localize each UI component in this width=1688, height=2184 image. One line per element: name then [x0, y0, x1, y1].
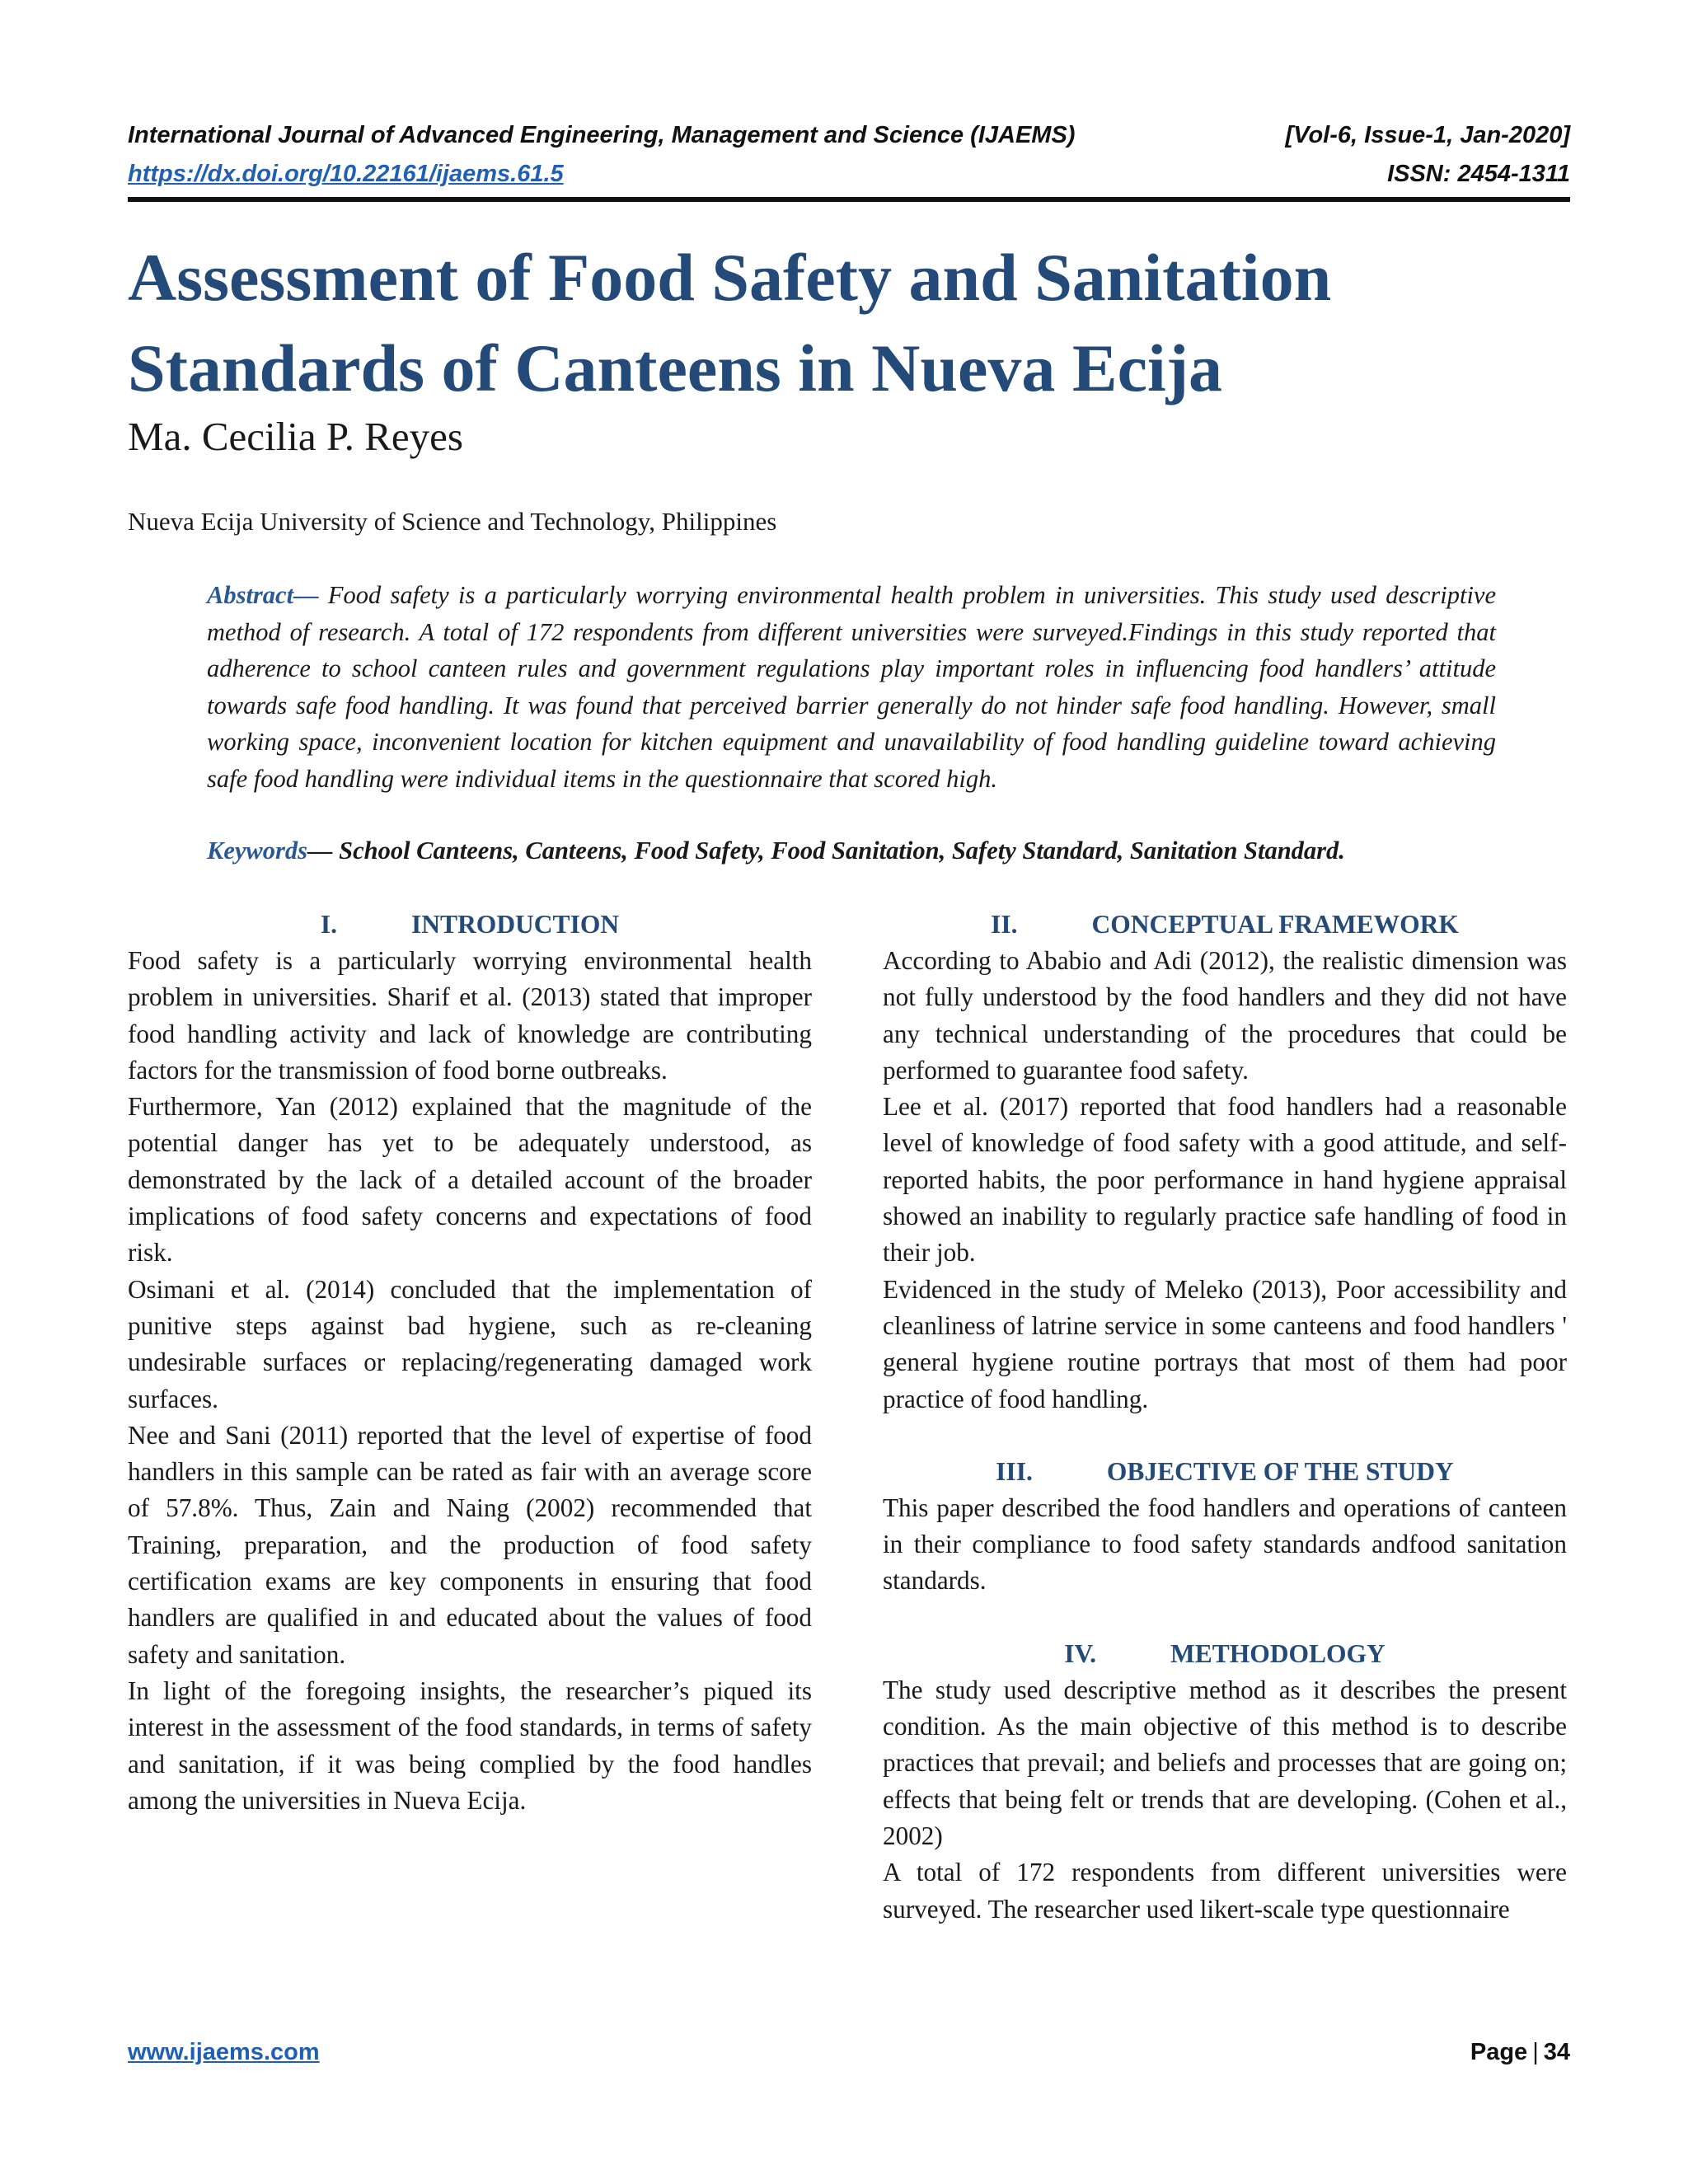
journal-header [128, 120, 1570, 150]
intro-paragraph: Nee and Sani (2011) reported that the level of expertise of food handlers in this sample can be rated as fair with an average score of 57.8%. Thus, Zain and Naing (2002) recommended that Training, preparation, and the production of food safety certification exams are key components in ensuring that food handlers are qualified in and educated about the values of food safety and sanitation. [128, 1420, 812, 1669]
section-spacer [883, 1600, 1567, 1636]
doi-issn-row [128, 159, 1570, 189]
paper-title [128, 232, 1570, 414]
page-separator: | [1532, 2039, 1539, 2065]
page-label: Page [1470, 2039, 1528, 2065]
intro-paragraph: Osimani et al. (2014) concluded that the implementation of punitive steps against bad hygiene, such as re-cleaning undesirable surfaces or replacing/regenerating damaged work surfaces. [128, 1274, 812, 1413]
issn: ISSN: 2454-1311 [1387, 161, 1570, 187]
objective-paragraph: This paper described the food handlers and operations of canteen in their compliance to food safety standards andfood sanitation standards. [883, 1493, 1567, 1596]
methodology-paragraph: A total of 172 respondents from different universities were surveyed. The researcher used likert-scale type questionnaire [883, 1858, 1567, 1924]
left-column [128, 907, 812, 1819]
section-heading-objective: III. OBJECTIVE OF THE STUDY [996, 1456, 1454, 1486]
website-link[interactable]: www.ijaems.com [128, 2039, 320, 2065]
abstract-label: Abstract— [207, 581, 319, 609]
intro-paragraph: Food safety is a particularly worrying environmental health problem in universities. Sharif et al. (2013) stated that improper food handling activity and lack of knowledge are contributing factors for the transmission of food borne outbreaks. [128, 946, 812, 1085]
section-spacer [883, 1418, 1567, 1454]
page-number-block [1470, 2037, 1570, 2067]
header-rule [128, 197, 1570, 202]
keywords-label: Keywords [207, 837, 307, 865]
page-number: 34 [1543, 2039, 1570, 2065]
author-name: Ma. Cecilia P. Reyes [128, 414, 463, 459]
framework-paragraph: Evidenced in the study of Meleko (2013), Poor accessibility and cleanliness of latrine service in some canteens and food handlers ' general hygiene routine portrays that most of them had poor practice of food handling. [883, 1274, 1567, 1413]
keywords-text: — School Canteens, Canteens, Food Safety, Food Sanitation, Safety Standard, Sanitation Standard. [307, 837, 1345, 865]
doi-link[interactable]: https://dx.doi.org/10.22161/ijaems.61.5 [128, 161, 564, 187]
section-heading-introduction: I. INTRODUCTION [320, 910, 620, 939]
keywords [207, 832, 1526, 869]
abstract [207, 577, 1496, 797]
section-heading-conceptual-framework: II. CONCEPTUAL FRAMEWORK [991, 910, 1459, 939]
affiliation: Nueva Ecija University of Science and Technology, Philippines [128, 507, 777, 536]
journal-page [128, 0, 1570, 2184]
page-footer [128, 2037, 1570, 2067]
journal-name: International Journal of Advanced Engineering, Management and Science (IJAEMS) [128, 122, 1076, 148]
framework-paragraph: According to Ababio and Adi (2012), the realistic dimension was not fully understood by the food handlers and they did not have any technical understanding of the procedures that could be performed to guarantee food safety. [883, 946, 1567, 1085]
intro-paragraph: Furthermore, Yan (2012) explained that the magnitude of the potential danger has yet to be adequately understood, as demonstrated by the lack of a detailed account of the broader implications of food safety concerns and expectations of food risk. [128, 1092, 812, 1268]
volume-issue: [Vol-6, Issue-1, Jan-2020] [1285, 122, 1570, 148]
title-line-2: Standards of Canteens in Nueva Ecija [128, 330, 1223, 405]
abstract-text: Food safety is a particularly worrying environmental health problem in universities. This study used descriptive method of research. A total of 172 respondents from different universities were surveyed.Findings in this study reported that adherence to school canteen rules and government regulations play important roles in influencing food handlers’ attitude towards safe food handling. It was found that perceived barrier generally do not hinder safe food handling. However, small working space, inconvenient location for kitchen equipment and unavailability of food handling guideline toward achieving safe food handling were individual items in the questionnaire that scored high. [207, 581, 1496, 793]
right-column [883, 907, 1567, 1928]
title-line-1: Assessment of Food Safety and Sanitation [128, 240, 1332, 315]
framework-paragraph: Lee et al. (2017) reported that food handlers had a reasonable level of knowledge of food safety with a good attitude, and self-reported habits, the poor performance in hand hygiene appraisal showed an inability to regularly practice safe handling of food in their job. [883, 1092, 1567, 1268]
intro-paragraph: In light of the foregoing insights, the researcher’s piqued its interest in the assessment of the food standards, in terms of safety and sanitation, if it was being complied by the food handles among the universities in Nueva Ecija. [128, 1675, 812, 1815]
section-heading-methodology: IV. METHODOLOGY [1064, 1638, 1386, 1668]
methodology-paragraph: The study used descriptive method as it describes the present condition. As the main objective of this method is to describe practices that prevail; and beliefs and processes that are going on; effects that being felt or trends that are developing. (Cohen et al., 2002) [883, 1675, 1567, 1850]
